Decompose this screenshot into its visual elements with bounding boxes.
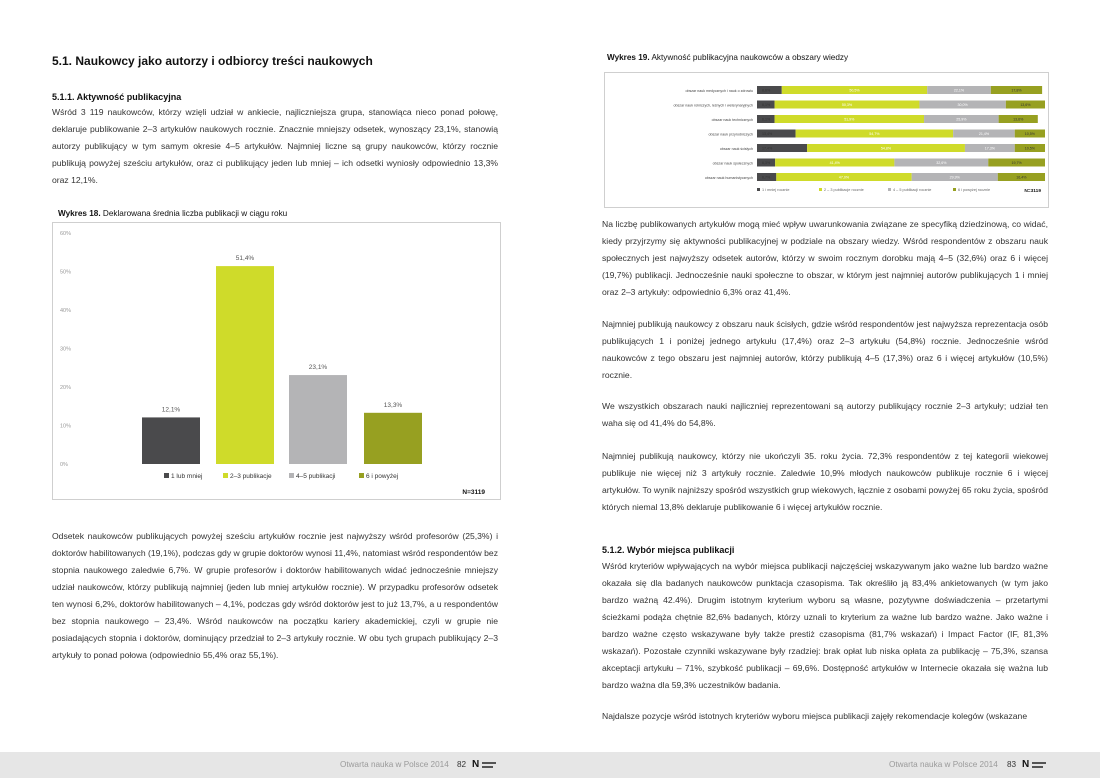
paragraph-degree-analysis: Odsetek naukowców publikujących powyżej sześciu artykułów rocznie jest najwyższy wśród profesorów (25,3%) i doktorów habilitowanych (19,1%), podczas gdy w grupie doktorów wynosi 11,4%, natomiast wśród respondentów bez stopnia naukowego zaledwie 6,7%. W grupie profesorów i doktorów habilitowanych widać jednocześnie mniejszy udział naukowców, którzy publikują najmniej (jeden lub mniej artykułów rocznie). W przypadku profesorów odsetek ten wynosi 6,2%, doktorów habilitowanych – 4,1%, podczas gdy wśród doktorów jest to już 13,7%, a u respondentów bez stopnia naukowego – 23,4%. Wśród naukowców na początku kariery akademickiej, czyli w grupie nie posiadających stopnia i doktorów, dominujący przedział to 2–3 artykuły rocznie. W obu tych grupach publikujący 2–3 artykuły to ponad połowa (odpowiednio 55,4% oraz 55,1%). xyxy=(52,531,498,660)
y-tick-label: 40% xyxy=(60,308,72,314)
segment-label: 6,1% xyxy=(762,117,771,122)
segment-label: 47,0% xyxy=(838,175,850,180)
chart-19-label: Wykres 19. xyxy=(607,53,650,62)
chart-18-title: Deklarowana średnia liczba publikacji w ciągu roku xyxy=(102,209,288,218)
legend-swatch xyxy=(819,188,822,191)
data-label: 23,1% xyxy=(308,364,328,372)
legend-label: 6 i powyżej xyxy=(366,473,399,480)
segment-label: 10,5% xyxy=(1024,132,1035,137)
category-label: obszar nauk medycznych i nauk o zdrowiu xyxy=(685,89,753,93)
segment-label: 10,5% xyxy=(1024,146,1035,151)
segment-label: 19,7% xyxy=(1011,161,1022,166)
page-number-left: 82 xyxy=(457,760,467,769)
segment-label: 54,7% xyxy=(869,132,880,137)
paragraph-publication-activity: Wśród 3 119 naukowców, którzy wzięli udział w ankiecie, najliczniejsza grupa, stanowiąca nieco ponad połowę, deklaruje publikowanie 2–3 artykułów naukowych rocznie. Znacznie mniejszy odsetek, wynoszący 23,1%, stanowią autorzy publikujący w tym samym okresie 4–5 artykułów. Najmniej liczne są grupy naukowców, którzy rocznie publikują powyżej sześciu artykułów, oraz ci publikujący jeden lub mniej – ich odsetki wyniosły odpowiednio 13,3% oraz 12,1%. xyxy=(52,107,498,185)
segment-label: 13,4% xyxy=(762,132,773,137)
legend-label: 1 lub mniej xyxy=(171,473,203,480)
segment-label: 6,1% xyxy=(762,103,771,108)
segment-label: 41,4% xyxy=(829,161,840,166)
footer-bar xyxy=(0,752,1100,778)
segment-label: 16,4% xyxy=(1016,175,1027,180)
paragraph-young-scientists: Najmniej publikują naukowcy, którzy nie ukończyli 35. roku życia. 72,3% respondentów z tej kategorii wiekowej publikuje nie więcej niż 3 artykuły rocznie. Zaledwie 10,9% młodych naukowców publikuje rocznie 6 i więcej artykułów. To wynik najniższy spośród wszystkich grup wiekowych, łącznie z osobami powyżej 65 roku życia, spośród których niemal 13,8% deklaruje publikowanie 6 i więcej artykułów rocznie. xyxy=(602,451,1048,512)
footer-title-right: Otwarta nauka w Polsce 2014 xyxy=(889,760,998,769)
y-tick-label: 20% xyxy=(60,385,72,391)
segment-label: 8,6% xyxy=(762,88,771,93)
segment-label: 50,3% xyxy=(841,103,853,108)
chart-19-title: Aktywność publikacyjna naukowców a obszary wiedzy xyxy=(651,53,849,62)
segment-label: 13,6% xyxy=(1013,117,1024,122)
segment-label: 6,3% xyxy=(762,161,771,166)
bar xyxy=(364,413,422,464)
chart-19-svg xyxy=(605,73,1048,207)
bar xyxy=(142,417,200,464)
y-tick-label: 30% xyxy=(60,346,72,353)
sample-size-note: N=3119 xyxy=(462,489,485,496)
y-tick-label: 50% xyxy=(60,269,72,276)
category-label: obszar nauk humanistycznych xyxy=(704,176,753,180)
legend-swatch xyxy=(289,473,294,478)
legend-label: 6 i powyżej rocznie xyxy=(958,188,991,192)
legend-label: 2 – 3 publikacje rocznie xyxy=(824,188,864,192)
legend-swatch xyxy=(953,188,956,191)
section-title: 5.1. Naukowcy jako autorzy i odbiorcy treści naukowych xyxy=(52,54,373,68)
segment-label: 22,1% xyxy=(953,88,965,93)
left-page xyxy=(0,0,550,752)
segment-label: 17,4% xyxy=(762,146,773,151)
category-label: obszar nauk przyrodniczych xyxy=(708,132,753,137)
paragraph-exact-sciences: Najmniej publikują naukowcy z obszaru nauk ścisłych, gdzie wśród respondentów jest najwyższa reprezentacja osób publikujących 1 i poniżej jednego artykułu (17,4%) oraz 2–3 artykułu (54,8%) rocznie. Jednocześnie wśród naukowców z tego obszaru jest najmniej autorów, którzy publikują 4–5 (17,3%) oraz 6 i więcej artykułów (10,5%) rocznie. xyxy=(602,319,1048,380)
legend-label: 1 i mniej rocznie xyxy=(762,188,790,192)
chart-18-caption xyxy=(58,209,287,218)
segment-label: 29,9% xyxy=(949,175,960,180)
chart-18-label: Wykres 18. xyxy=(58,209,101,218)
bar xyxy=(289,375,347,464)
chart-18-svg xyxy=(53,223,500,499)
segment-label: 21,4% xyxy=(978,132,990,137)
legend-label: 4 – 5 publikacji rocznie xyxy=(893,188,932,192)
paragraph-all-domains: We wszystkich obszarach nauki najliczniej reprezentowani są autorzy publikujący rocznie 2–3 artykuły; udział ten waha się od 41,4% do 54,8%. xyxy=(602,401,1048,428)
legend-swatch xyxy=(164,473,169,478)
segment-label: 32,6% xyxy=(936,161,947,166)
subsection-title: 5.1.1. Aktywność publikacyjna xyxy=(52,92,182,102)
segment-label: 51,9% xyxy=(844,117,855,122)
bar xyxy=(216,266,274,464)
subsection-title-venue: 5.1.2. Wybór miejsca publikacji xyxy=(602,545,735,555)
category-label: obszar nauk rolniczych, leśnych i weterynaryjnych xyxy=(673,103,753,108)
segment-label: 30,0% xyxy=(957,103,968,108)
data-label: 13,3% xyxy=(383,401,403,409)
category-label: obszar nauk ścisłych xyxy=(719,147,753,151)
segment-label: 17,8% xyxy=(1011,88,1022,93)
segment-label: 50,5% xyxy=(849,88,860,93)
chart-19 xyxy=(604,72,1049,208)
legend-swatch xyxy=(359,473,364,478)
y-tick-label: 60% xyxy=(60,231,72,237)
paragraph-domain-influence: Na liczbę publikowanych artykułów mogą mieć wpływ uwarunkowania związane ze specyfiką dziedzinową, co widać, kiedy przyjrzymy się aktywności publikacyjnej w podziale na obszary wiedzy. Wśród respondentów z obszaru nauk społecznych jest najwyższy odsetek autorów, którzy w swoim rocznym dorobku mają 4–5 (32,6%) oraz 6 i więcej (19,7%) publikacji. Jednocześnie nauki społeczne to obszar, w którym jest najmniej autorów publikujących 1 i mniej oraz 2–3 artykuły: odpowiednio 6,3% oraz 41,4%. xyxy=(602,219,1048,297)
chart-18 xyxy=(52,222,501,500)
segment-label: 6,7% xyxy=(762,175,771,180)
segment-label: 13,6% xyxy=(1020,103,1031,108)
legend-swatch xyxy=(223,473,228,478)
legend-label: 4–5 publikacji xyxy=(296,473,336,480)
right-page xyxy=(550,0,1100,752)
segment-label: 17,3% xyxy=(984,146,995,151)
legend-swatch xyxy=(757,188,760,191)
y-tick-label: 0% xyxy=(60,462,68,468)
legend-swatch xyxy=(888,188,891,191)
segment-label: 54,8% xyxy=(880,146,892,151)
category-label: obszar nauk społecznych xyxy=(712,161,753,166)
paragraph-recommendations: Najdalsze pozycje wśród istotnych kryteriów wyboru miejsca publikacji zajęły rekomendacje kolegów (wskazane xyxy=(602,711,1028,721)
legend-label: 2–3 publikacje xyxy=(230,473,272,480)
footer-title-left: Otwarta nauka w Polsce 2014 xyxy=(340,760,449,769)
data-label: 12,1% xyxy=(161,406,181,414)
y-tick-label: 10% xyxy=(60,423,72,430)
paragraph-venue-criteria: Wśród kryteriów wpływających na wybór miejsca publikacji najczęściej wskazywanym jako ważne lub bardzo ważne okazała się dla badanych naukowców punktacja czasopisma. Tak określiło ją 83,4% ankietowanych (w tym jako bardzo ważną 42.4%). Drugim istotnym kryterium wyboru są własne, pozytywne doświadczenia – przetartymi ścieżkami podąża chętnie 82,6% badanych, którzy uznali to kryterium za ważne lub bardzo ważne. Jako ważne i bardzo ważne często wskazywane były także prestiż czasopisma (81,7% wskazań) i Impact Factor (IF, 81,3% wskazań). Pozostałe czynniki wskazywane były rzadziej: brak opłat lub niska opłata za publikację – 75,3%, szansa akceptacji artykułu – 71%, szybkość publikacji – 69,6%. Dostępność artykułów w Internecie okazała się ważna lub bardzo ważna dla 59,3% uczestników badania. xyxy=(602,561,1048,690)
category-label: obszar nauk technicznych xyxy=(711,118,753,122)
segment-label: 25,9% xyxy=(956,117,967,122)
data-label: 51,4% xyxy=(235,255,255,263)
page-number-right: 83 xyxy=(1007,760,1017,769)
publisher-logo-icon: N xyxy=(1022,759,1048,770)
chart-19-caption xyxy=(607,53,848,62)
publisher-logo-icon: N xyxy=(472,759,498,770)
sample-size-note: N=3119 xyxy=(1024,189,1041,194)
